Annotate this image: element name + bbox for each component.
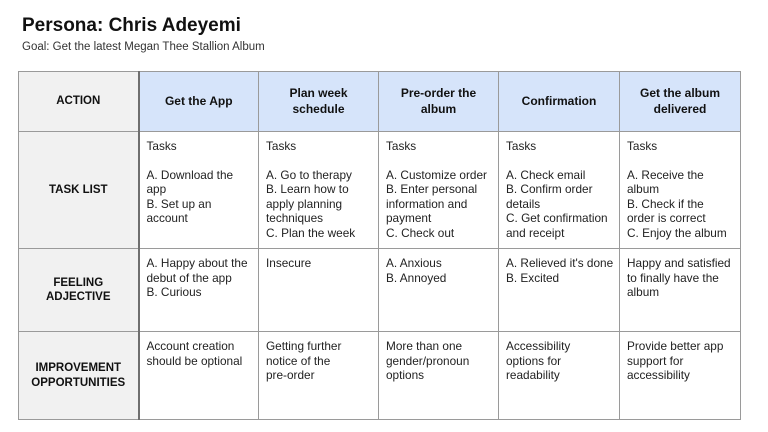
cell-heading: Tasks <box>386 139 417 153</box>
cell-line: album <box>627 285 660 299</box>
cell-line: A. Download the <box>146 167 234 182</box>
cell-line: debut of the app <box>146 270 232 285</box>
cell-heading: Tasks <box>627 139 658 153</box>
cell-line: account <box>146 211 188 225</box>
cell-line: Accessibility <box>506 339 571 353</box>
task-cell <box>139 132 259 249</box>
cell-line: Getting further <box>266 339 342 353</box>
cell-line: B. Confirm order <box>506 182 593 196</box>
cell-line: B. Set up an <box>146 196 212 211</box>
stage-header: Pre-order the album <box>379 72 499 132</box>
cell-heading: Tasks <box>266 139 297 153</box>
journey-map-table <box>18 71 741 420</box>
cell-line: techniques <box>266 211 324 225</box>
cell-line: support for <box>627 353 684 368</box>
stage-header: Confirmation <box>499 72 620 132</box>
task-cell <box>379 132 499 249</box>
cell-line: pre-order <box>266 368 315 382</box>
cell-line: C. Get confirmation <box>506 211 608 225</box>
cell-line: Happy and satisfied <box>627 256 731 270</box>
cell-line: A. Relieved it's done <box>506 256 614 270</box>
cell-line: details <box>506 196 541 211</box>
cell-line: accessibility <box>627 368 690 382</box>
cell-line: B. Learn how to <box>266 182 349 196</box>
cell-line: A. Check email <box>506 167 586 182</box>
cell-line: options for <box>506 353 562 368</box>
cell-line: app <box>146 182 167 196</box>
cell-line: A. Go to therapy <box>266 167 352 182</box>
cell-line: to finally have the <box>627 270 719 285</box>
persona-goal: Goal: Get the latest Megan Thee Stallion Album <box>22 41 265 53</box>
feeling-adjective-row <box>19 249 741 332</box>
cell-line: B. Enter personal <box>386 182 478 196</box>
improvement-opportunities-row <box>19 332 741 420</box>
improvement-cell <box>259 332 379 420</box>
cell-line: readability <box>506 368 560 382</box>
cell-line: C. Enjoy the album <box>627 225 727 240</box>
cell-line: order is correct <box>627 211 706 225</box>
cell-line: Insecure <box>266 256 312 270</box>
task-cell <box>259 132 379 249</box>
feeling-cell <box>620 249 741 332</box>
stage-header: Plan week schedule <box>259 72 379 132</box>
cell-line: A. Happy about the <box>146 256 248 270</box>
improvement-cell <box>379 332 499 420</box>
cell-line: A. Customize order <box>386 167 487 182</box>
feeling-cell <box>499 249 620 332</box>
feeling-cell <box>379 249 499 332</box>
stage-header-row <box>19 72 741 132</box>
cell-line: album <box>627 182 660 196</box>
cell-line: should be optional <box>146 353 243 368</box>
stage-header: Get the album delivered <box>620 72 741 132</box>
feeling-cell <box>259 249 379 332</box>
cell-heading: Tasks <box>506 139 537 153</box>
row-label: FEELING ADJECTIVE <box>19 249 139 332</box>
cell-line: gender/pronoun <box>386 353 470 368</box>
cell-line: C. Plan the week <box>266 225 356 240</box>
persona-title: Persona: Chris Adeyemi <box>22 15 241 36</box>
cell-line: payment <box>386 211 432 225</box>
cell-line: B. Curious <box>146 285 202 299</box>
improvement-cell <box>620 332 741 420</box>
cell-line: apply planning <box>266 196 343 211</box>
cell-line: A. Receive the <box>627 167 704 182</box>
row-label: TASK LIST <box>19 132 139 249</box>
cell-line: notice of the <box>266 353 331 368</box>
cell-line: B. Annoyed <box>386 270 447 285</box>
cell-heading: Tasks <box>146 139 177 153</box>
task-cell <box>620 132 741 249</box>
task-cell <box>499 132 620 249</box>
improvement-cell <box>139 332 259 420</box>
cell-line: and receipt <box>506 225 565 240</box>
cell-line: More than one <box>386 339 463 353</box>
stage-header: Get the App <box>139 72 259 132</box>
row-label: IMPROVEMENT OPPORTUNITIES <box>19 332 139 420</box>
feeling-cell <box>139 249 259 332</box>
cell-line: A. Anxious <box>386 256 442 270</box>
cell-line: C. Check out <box>386 225 455 240</box>
action-header-label: ACTION <box>19 72 139 132</box>
cell-line: Provide better app <box>627 339 724 353</box>
task-list-row <box>19 132 741 249</box>
cell-line: B. Excited <box>506 270 560 285</box>
cell-line: options <box>386 368 425 382</box>
cell-line: B. Check if the <box>627 196 704 211</box>
cell-line: information and <box>386 196 468 211</box>
cell-line: Account creation <box>146 339 235 353</box>
improvement-cell <box>499 332 620 420</box>
